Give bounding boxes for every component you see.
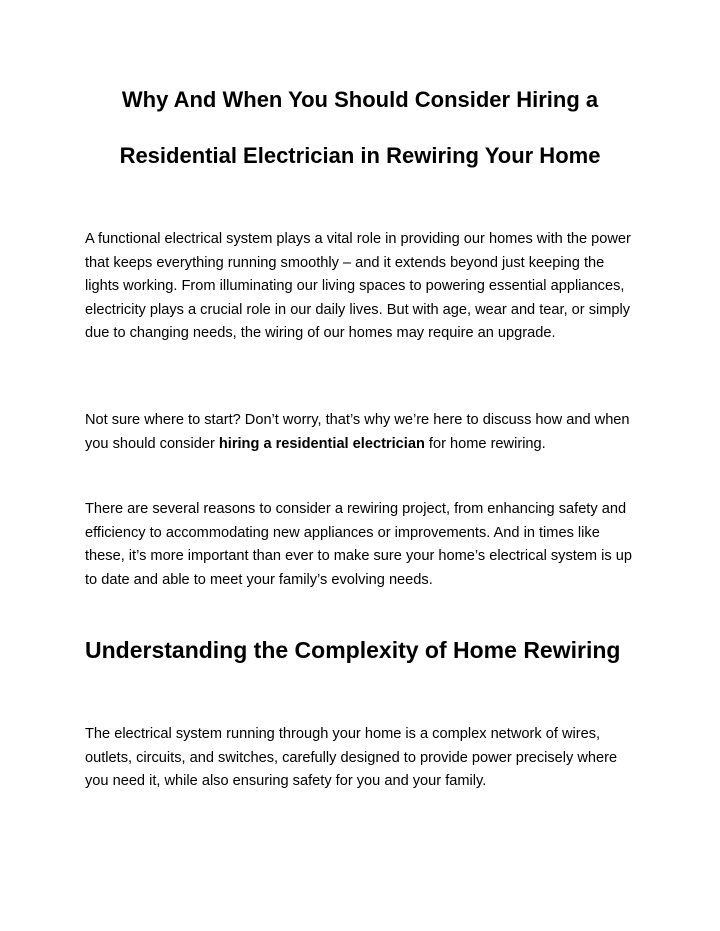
page-title-line-1: Why And When You Should Consider Hiring a: [121, 87, 599, 112]
intro-paragraph: A functional electrical system plays a vital role in providing our homes with the power that keeps everything running smoothly – and it extends beyond just keeping the lights working. From illuminating our living spaces to powering essential appliances, electricity plays a crucial role in our daily lives. But with age, wear and tear, or simply due to changing needs, the wiring of our homes may require an upgrade.: [85, 231, 631, 341]
complexity-paragraph: The electrical system running through your home is a complex network of wires, outlets, circuits, and switches, carefully designed to provide power precisely where you need it, while also ensuring safety for you and your family.: [85, 726, 618, 789]
hiring-electrician-bold-text: hiring a residential electrician: [218, 435, 425, 452]
section-heading: Understanding the Complexity of Home Rewiring: [85, 637, 621, 663]
page-title-line-2: Residential Electrician in Rewiring Your Home: [119, 143, 601, 168]
reasons-paragraph: There are several reasons to consider a rewiring project, from enhancing safety and efficiency to accommodating new appliances or improvements. And in times like these, it’s more important than ever to make sure your home’s electrical system is up to date and able to meet your family’s evolving needs.: [85, 501, 632, 588]
start-paragraph: [85, 409, 640, 456]
start-paragraph-text: Not sure where to start? Don’t worry, that’s why we’re here to discuss how and when you should consider: [85, 412, 630, 452]
start-paragraph-end: for home rewiring.: [424, 435, 546, 452]
